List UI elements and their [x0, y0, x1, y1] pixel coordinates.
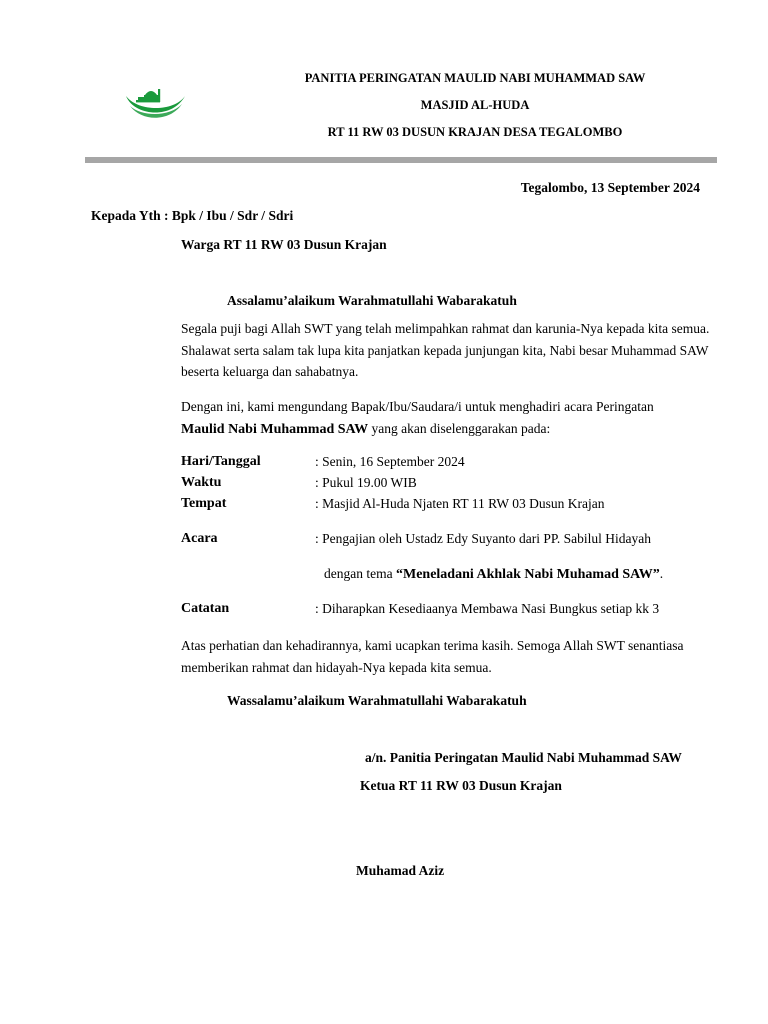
- theme-title: “Meneladani Akhlak Nabi Muhamad SAW”: [395, 567, 660, 582]
- signature-position: Ketua RT 11 RW 03 Dusun Krajan: [360, 778, 562, 793]
- time-value: : Pukul 19.00 WIB: [315, 475, 417, 490]
- time-label: Waktu: [181, 475, 222, 490]
- event-value: : Pengajian oleh Ustadz Edy Suyanto dari PP. Sabilul Hidayah: [315, 531, 651, 546]
- place-label: Tempat: [181, 496, 227, 511]
- event-theme: [324, 566, 663, 583]
- invitation-line-2: yang akan diselenggarakan pada:: [368, 420, 551, 436]
- invitation-paragraph: [181, 396, 726, 440]
- letter-date: Tegalombo, 13 September 2024: [520, 180, 700, 195]
- mosque-logo-icon: [124, 84, 186, 124]
- day-label: Hari/Tanggal: [181, 454, 261, 469]
- theme-suffix: .: [659, 566, 664, 581]
- note-label: Catatan: [181, 601, 230, 616]
- invitation-line-1: Dengan ini, kami mengundang Bapak/Ibu/Saudara/i untuk menghadiri acara Peringatan: [181, 399, 654, 414]
- event-label: Acara: [181, 531, 218, 546]
- header-divider: [85, 157, 717, 163]
- closing-greeting: Wassalamu’alaikum Warahmatullahi Wabarakatuh: [227, 693, 527, 708]
- opening-paragraph: Segala puji bagi Allah SWT yang telah melimpahkan rahmat dan karunia-Nya kepada kita semua. Shalawat serta salam tak lupa kita panjatkan kepada junjungan kita, Nabi besar Muhammad SAW beserta keluarga dan sahabatnya.: [181, 321, 710, 379]
- header-mosque-name: MASJID AL-HUDA: [420, 98, 530, 112]
- signature-name: Muhamad Aziz: [356, 863, 445, 878]
- recipient-label: Kepada Yth : Bpk / Ibu / Sdr / Sdri: [91, 208, 294, 223]
- closing-paragraph: Atas perhatian dan kehadirannya, kami ucapkan terima kasih. Semoga Allah SWT senantiasa memberikan rahmat dan hidayah-Nya kepada kita semua.: [181, 638, 684, 675]
- recipient-name: Warga RT 11 RW 03 Dusun Krajan: [181, 237, 387, 252]
- event-name: Maulid Nabi Muhammad SAW: [181, 421, 369, 437]
- signature-on-behalf: a/n. Panitia Peringatan Maulid Nabi Muhammad SAW: [365, 750, 682, 765]
- place-value: : Masjid Al-Huda Njaten RT 11 RW 03 Dusun Krajan: [315, 496, 605, 511]
- note-value: : Diharapkan Kesediaanya Membawa Nasi Bungkus setiap kk 3: [315, 601, 660, 616]
- theme-prefix: dengan tema: [324, 566, 396, 581]
- header-org-title: PANITIA PERINGATAN MAULID NABI MUHAMMAD SAW: [304, 71, 646, 85]
- opening-greeting: Assalamu’alaikum Warahmatullahi Wabarakatuh: [227, 293, 517, 308]
- header-address: RT 11 RW 03 DUSUN KRAJAN DESA TEGALOMBO: [327, 125, 623, 139]
- day-value: : Senin, 16 September 2024: [315, 454, 465, 469]
